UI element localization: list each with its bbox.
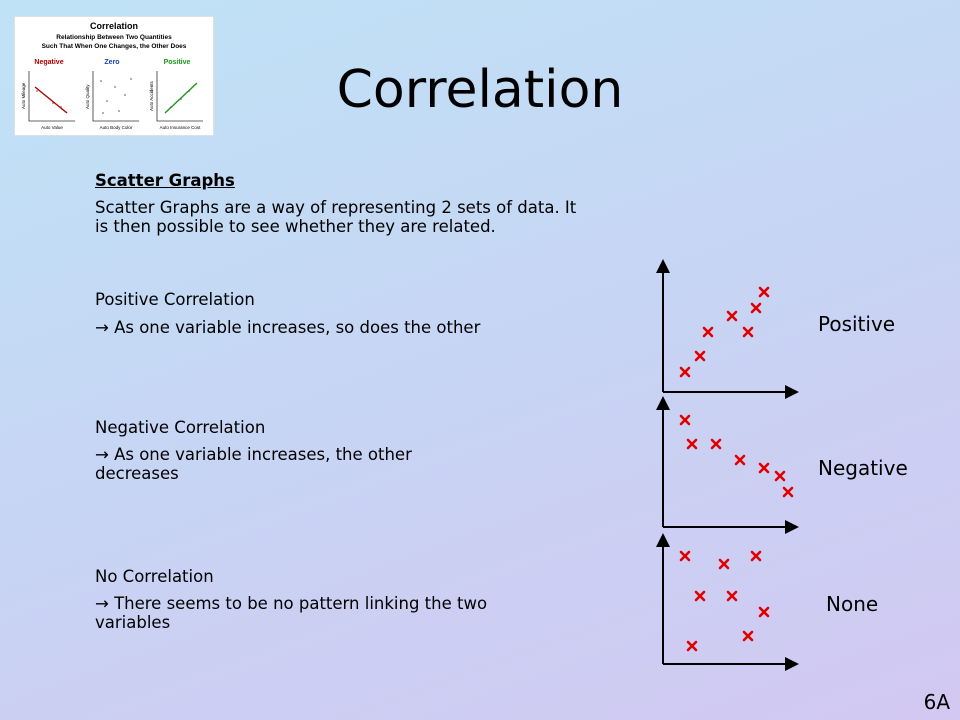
none-scatter-marker [696,592,704,600]
negative-scatter-marker [760,464,768,472]
thumb-label-positive: Positive [163,59,191,66]
label-negative: Negative [818,456,908,480]
negative-scatter-plot [663,403,792,527]
no-correlation-heading: No Correlation [95,567,214,586]
negative-text: → As one variable increases, the other decreases [95,445,412,483]
label-positive: Positive [818,312,896,336]
positive-scatter-marker [728,312,736,320]
scatter-graphs-heading: Scatter Graphs [95,171,235,190]
none-scatter-marker [720,560,728,568]
positive-scatter-marker [681,368,689,376]
no-correlation-text: → There seems to be no pattern linking the two variables [95,594,488,632]
thumb-subtitle-1: Relationship Between Two Quantities [56,34,172,41]
positive-scatter-plot [663,266,792,392]
slide-title: Correlation [336,60,624,120]
thumb-ylabel-positive: Auto Accidents [149,81,154,111]
none-scatter-marker [728,592,736,600]
none-scatter-marker [752,552,760,560]
thumb-ylabel-negative: Auto Mileage [21,82,26,109]
negative-heading: Negative Correlation [95,418,266,437]
positive-scatter-marker [704,328,712,336]
none-scatter-marker [688,642,696,650]
negative-scatter-marker [784,488,792,496]
negative-scatter-marker [688,440,696,448]
thumb-ylabel-zero: Auto Quality [85,84,90,109]
label-none: None [826,592,879,616]
thumb-xlabel-negative: Auto Value [41,125,63,130]
positive-scatter-marker [752,304,760,312]
thumb-title: Correlation [89,21,139,31]
positive-scatter-marker [744,328,752,336]
positive-text: → As one variable increases, so does the other [95,318,481,337]
none-scatter-marker [744,632,752,640]
thumb-xlabel-zero: Auto Body Color [99,125,133,130]
thumb-subtitle-2: Such That When One Changes, the Other Does [41,43,187,50]
positive-heading: Positive Correlation [95,290,255,309]
positive-scatter-marker [760,288,768,296]
negative-scatter-marker [712,440,720,448]
slide-number: 6A [923,690,950,714]
positive-scatter-marker [696,352,704,360]
none-scatter-marker [681,552,689,560]
scatter-graphs-description: Scatter Graphs are a way of representing 2 sets of data. It is then possible to see whether they are related. [95,198,577,236]
thumb-xlabel-positive: Auto Insurance Cost [159,125,201,130]
negative-scatter-marker [681,416,689,424]
thumb-label-negative: Negative [34,59,64,66]
thumb-label-zero: Zero [104,59,120,66]
none-scatter-marker [760,608,768,616]
negative-scatter-marker [736,456,744,464]
no-correlation-scatter-plot [663,540,792,664]
negative-scatter-marker [776,472,784,480]
